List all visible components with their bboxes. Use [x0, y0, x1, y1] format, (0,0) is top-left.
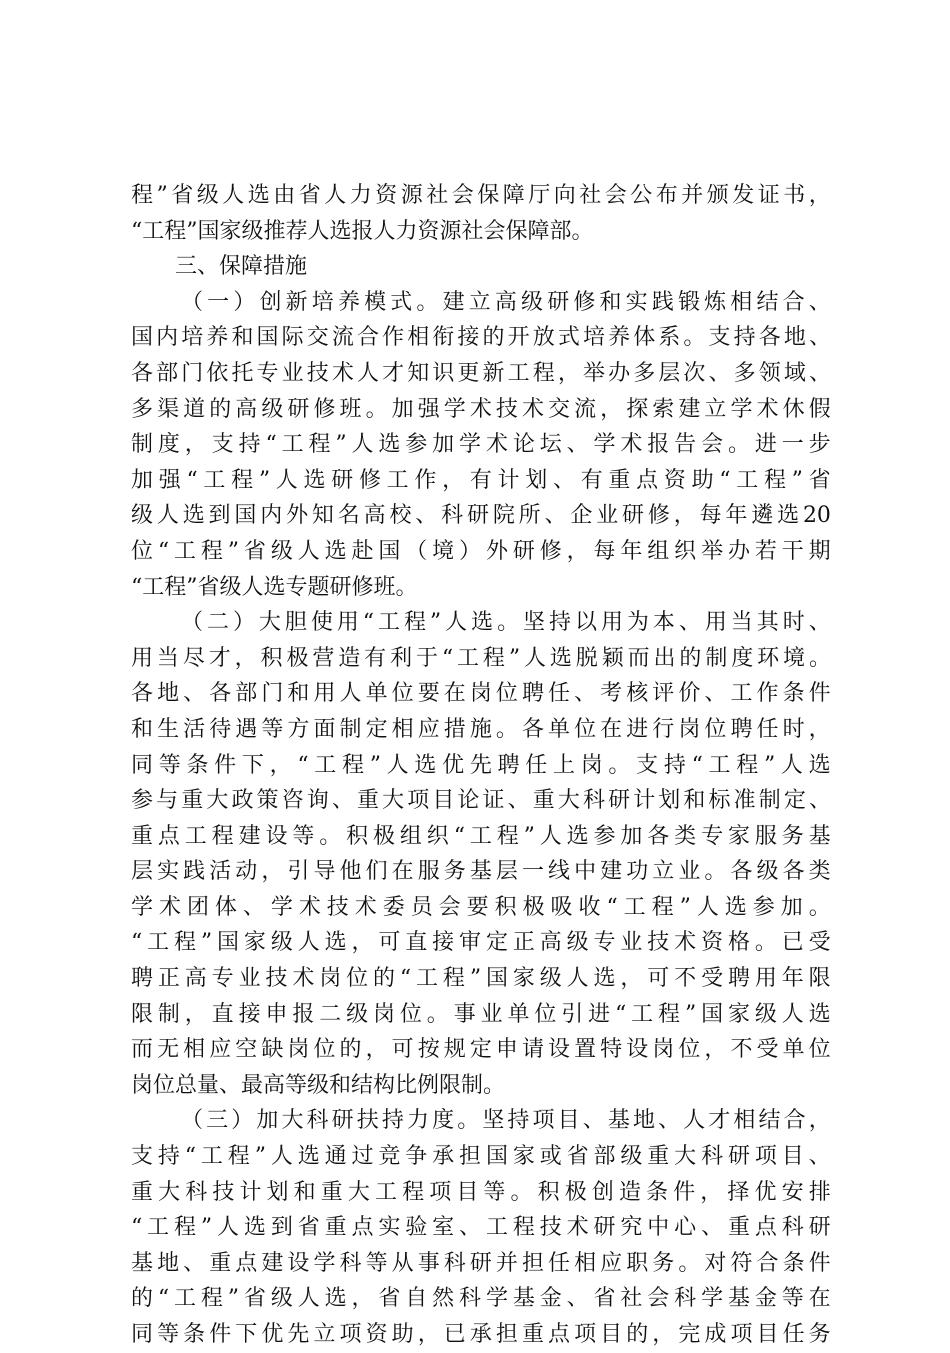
text-line: （ 一 ） 创 新 培 养 模 式 。 建 立 高 级 研 修 和 实 践 锻 炼 相 结 合 、 — [181, 289, 831, 315]
text-line: 和 生 活 待 遇 等 方 面 制 定 相 应 措 施 。 各 单 位 在 进 行 岗 位 聘 任 时 ， — [131, 716, 831, 742]
text-line: 加 强 “ 工 程 ” 人 选 研 修 工 作 ， 有 计 划 、 有 重 点 资 助 “ 工 程 ” 省 — [131, 467, 831, 493]
text-line: 同 等 条 件 下 优 先 立 项 资 助 ， 已 承 担 重 点 项 目 的 ， 完 成 项 目 任 务 — [131, 1322, 831, 1347]
text-line: 级 人 选 到 国 内 外 知 名 高 校 、 科 研 院 所 、 企 业 研 修 ， 每 年 遴 选 20 — [131, 503, 831, 529]
text-line: 基 地 、 重 点 建 设 学 科 等 从 事 科 研 并 担 任 相 应 职 务 。 对 符 合 条 件 — [131, 1250, 831, 1276]
text-line: 重 大 科 技 计 划 和 重 大 工 程 项 目 等 。 积 极 创 造 条 件 ， 择 优 安 排 — [131, 1179, 831, 1205]
text-line: （ 三 ） 加 大 科 研 扶 持 力 度 。 坚 持 项 目 、 基 地 、 人 才 相 结 合 ， — [181, 1108, 831, 1134]
text-line: 多 渠 道 的 高 级 研 修 班 。 加 强 学 术 技 术 交 流 ， 探 索 建 立 学 术 休 假 — [131, 396, 831, 422]
text-line: 重 点 工 程 建 设 等 。 积 极 组 织 “ 工 程 ” 人 选 参 加 各 类 专 家 服 务 基 — [131, 823, 831, 849]
text-line: 支 持 “ 工 程 ” 人 选 通 过 竞 争 承 担 国 家 或 省 部 级 重 大 科 研 项 目 、 — [131, 1144, 831, 1170]
text-line: 同 等 条 件 下 ， “ 工 程 ” 人 选 优 先 聘 任 上 岗 。 支 持 “ 工 程 ” 人 选 — [131, 752, 831, 778]
body-text — [131, 178, 831, 1353]
text-line: 各 部 门 依 托 专 业 技 术 人 才 知 识 更 新 工 程 ， 举 办 多 层 次 、 多 领 域 、 — [131, 360, 831, 386]
text-line: 各 地 、 各 部 门 和 用 人 单 位 要 在 岗 位 聘 任 、 考 核 评 价 、 工 作 条 件 — [131, 681, 831, 707]
text-line: 的 “ 工 程 ” 省 级 人 选 ， 省 自 然 科 学 基 金 、 省 社 会 科 学 基 金 等 在 — [131, 1286, 831, 1312]
text-line: 限 制 ， 直 接 申 报 二 级 岗 位 。 事 业 单 位 引 进 “ 工 程 ” 国 家 级 人 选 — [131, 1001, 831, 1027]
text-line: 制 度 ， 支 持 “ 工 程 ” 人 选 参 加 学 术 论 坛 、 学 术 报 告 会 。 进 一 步 — [131, 432, 831, 458]
text-line: 国 内 培 养 和 国 际 交 流 合 作 相 衔 接 的 开 放 式 培 养 体 系 。 支 持 各 地 、 — [131, 325, 831, 351]
text-line: “ 工 程 ” 人 选 到 省 重 点 实 验 室 、 工 程 技 术 研 究 中 心 、 重 点 科 研 — [131, 1215, 831, 1241]
text-line: 学 术 团 体 、 学 术 技 术 委 员 会 要 积 极 吸 收 “ 工 程 ” 人 选 参 加 。 — [131, 894, 831, 920]
text-line: 程 ” 省 级 人 选 由 省 人 力 资 源 社 会 保 障 厅 向 社 会 公 布 并 颁 发 证 书 ， — [131, 183, 831, 208]
text-line: 而 无 相 应 空 缺 岗 位 的 ， 可 按 规 定 申 请 设 置 特 设 岗 位 ， 不 受 单 位 — [131, 1037, 831, 1063]
text-line: “工程”国家级推荐人选报人力资源社会保障部。 — [131, 218, 594, 244]
text-line: “工程”省级人选专题研修班。 — [131, 574, 418, 600]
text-line: 岗位总量、最高等级和结构比例限制。 — [131, 1072, 506, 1098]
text-line: 位 “ 工 程 ” 省 级 人 选 赴 国 （ 境 ） 外 研 修 ， 每 年 组 织 举 办 若 干 期 — [131, 538, 831, 564]
text-line: 用 当 尽 才 ， 积 极 营 造 有 利 于 “ 工 程 ” 人 选 脱 颖 而 出 的 制 度 环 境 。 — [131, 645, 831, 671]
text-line: “ 工 程 ” 国 家 级 人 选 ， 可 直 接 审 定 正 高 级 专 业 技 术 资 格 。 已 受 — [131, 930, 831, 956]
text-line: 聘 正 高 专 业 技 术 岗 位 的 “ 工 程 ” 国 家 级 人 选 ， 可 不 受 聘 用 年 限 — [131, 966, 831, 992]
text-line: 层 实 践 活 动 ， 引 导 他 们 在 服 务 基 层 一 线 中 建 功 立 业 。 各 级 各 类 — [131, 859, 831, 885]
text-line: 参 与 重 大 政 策 咨 询 、 重 大 项 目 论 证 、 重 大 科 研 计 划 和 标 准 制 定 、 — [131, 788, 831, 814]
text-line: （ 二 ） 大 胆 使 用 “ 工 程 ” 人 选 。 坚 持 以 用 为 本 、 用 当 其 时 、 — [181, 610, 831, 636]
text-line: 三、保障措施 — [175, 254, 308, 280]
